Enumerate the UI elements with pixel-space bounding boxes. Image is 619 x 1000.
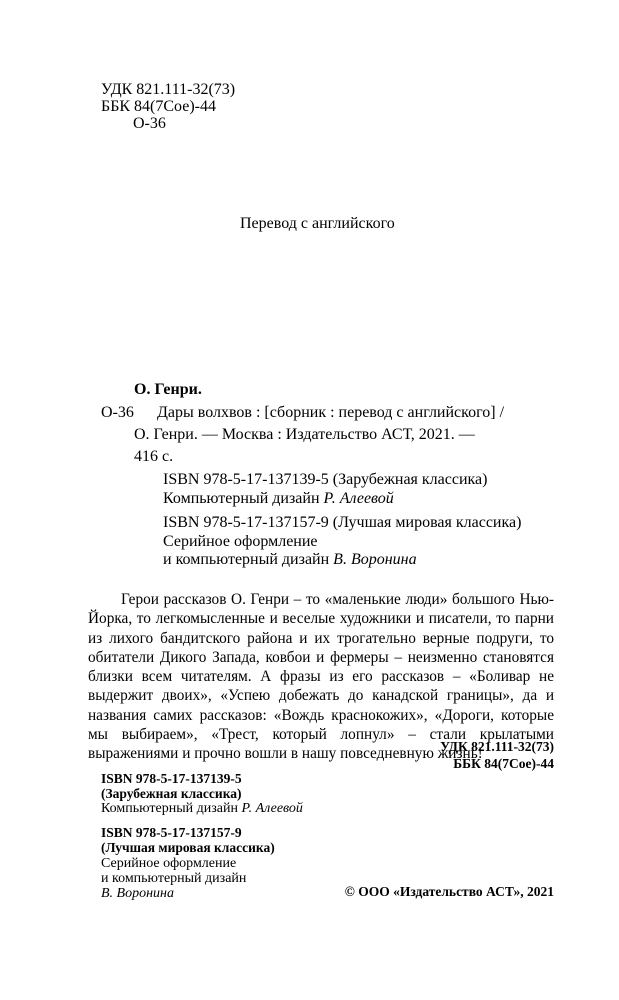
design-credit-label: Компьютерный дизайн: [163, 490, 320, 507]
udk-code: УДК 821.111-32(73): [101, 81, 236, 98]
designer-name: Р. Алеевой: [241, 801, 303, 816]
catalog-title-line: О. Генри. — Москва : Издательство АСТ, 2021. —: [134, 426, 475, 443]
bottom-design-credit: [101, 802, 303, 816]
right-udk-code: УДК 821.111-32(73): [440, 739, 554, 754]
bottom-series: (Лучшая мировая классика): [101, 840, 275, 855]
catalog-author-mark: О-36: [101, 404, 134, 421]
design-credit-label: и компьютерный дизайн: [163, 551, 330, 568]
bottom-design-line: Серийное оформление: [101, 856, 237, 871]
isbn-entry: ISBN 978-5-17-137139-5 (Зарубежная классика): [163, 471, 488, 488]
designer-name: В. Воронина: [101, 886, 174, 901]
copyright: © ООО «Издательство АСТ», 2021: [344, 884, 554, 899]
design-credit-label: Компьютерный дизайн: [101, 801, 238, 816]
bottom-series: (Зарубежная классика): [101, 786, 242, 801]
author-mark: О-36: [133, 115, 166, 132]
annotation-paragraph: Герои рассказов О. Генри – то «маленькие люди» большого Нью-Йорка, то легкомысленные и веселые художники и писатели, то парни из лихого бандитского района и их трогательно верные подруги, то обитатели Дикого Запада, ковбои и фермеры – неизменно становятся близки всем читателям. А фразы из его рассказов – «Боливар не выдержит двоих», «Успею добежать до канадской границы», да и названия самих рассказов: «Вождь краснокожих», «Дороги, которые мы выбираем», «Трест, который лопнул» – стали крылатыми выражениями и прочно вошли в нашу повседневную жизнь!: [88, 591, 554, 763]
bbk-code: ББК 84(7Сое)-44: [101, 98, 216, 115]
design-credit-line: Серийное оформление: [163, 533, 318, 550]
catalog-title-line: 416 с.: [134, 448, 174, 465]
bottom-isbn: ISBN 978-5-17-137139-5: [101, 771, 242, 786]
design-credit: [163, 552, 417, 568]
designer-name: В. Воронина: [333, 551, 417, 568]
isbn-entry: ISBN 978-5-17-137157-9 (Лучшая мировая классика): [163, 514, 522, 531]
catalog-title-line: Дары волхвов : [сборник : перевод с английского] /: [157, 404, 505, 421]
designer-name: Р. Алеевой: [323, 490, 394, 507]
design-credit: [163, 491, 394, 507]
bottom-isbn: ISBN 978-5-17-137157-9: [101, 825, 242, 840]
bottom-design-line: и компьютерный дизайн: [101, 871, 247, 886]
author-heading: О. Генри.: [134, 381, 202, 398]
right-bbk-code: ББК 84(7Сое)-44: [453, 756, 554, 771]
translation-note: Перевод с английского: [240, 215, 395, 232]
